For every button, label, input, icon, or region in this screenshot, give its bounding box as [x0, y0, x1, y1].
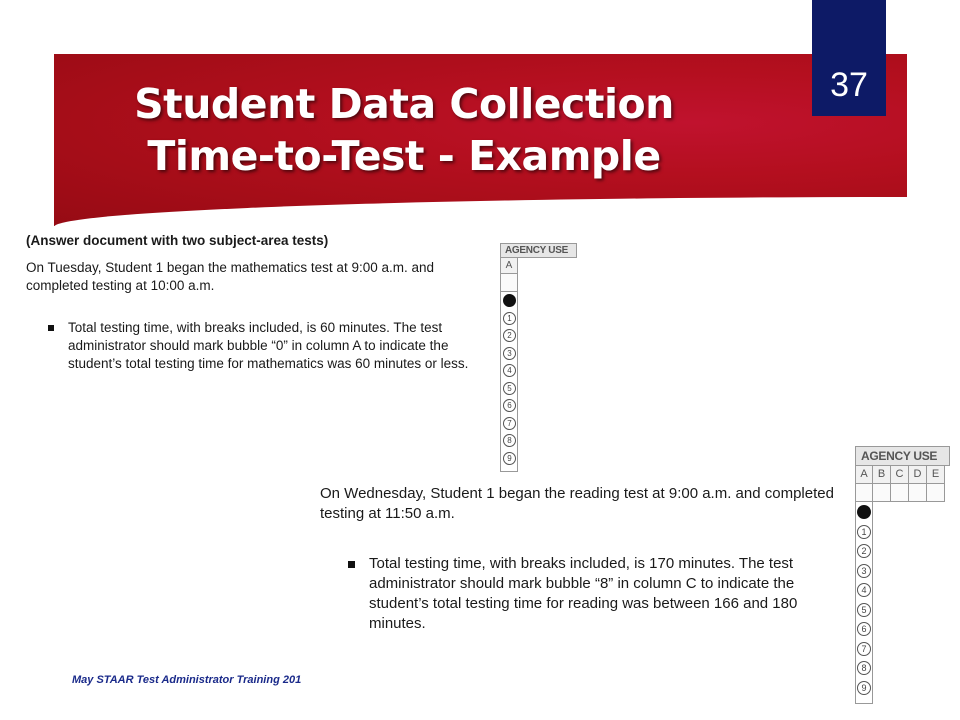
- bubble-5: 5: [857, 603, 871, 617]
- column-header: A: [855, 466, 873, 484]
- bubble-2: 2: [857, 544, 871, 558]
- column-write-box: [855, 484, 873, 502]
- bubble-1: 1: [503, 312, 516, 325]
- column-write-box: [500, 274, 518, 292]
- grid-2-column-headers: [855, 466, 950, 484]
- slide-title: [54, 78, 754, 182]
- column-header: D: [909, 466, 927, 484]
- bubble-0-marked: [857, 505, 871, 519]
- agency-use-label: AGENCY USE: [500, 243, 577, 258]
- bubble-0-marked: [503, 294, 516, 307]
- bubble-4: 4: [857, 583, 871, 597]
- column-write-box: [891, 484, 909, 502]
- bubble-5: 5: [503, 382, 516, 395]
- example-2-bullet-text: Total testing time, with breaks included, is 170 minutes. The test administrator should mark bubble “8” in column C to indicate the student’s total testing time for reading was between 166 and 180 minutes.: [369, 555, 798, 632]
- column-write-box: [927, 484, 945, 502]
- column-header: B: [873, 466, 891, 484]
- column-header: C: [891, 466, 909, 484]
- bubble-3: 3: [503, 347, 516, 360]
- example-2-bullet: [348, 554, 850, 634]
- column-header: E: [927, 466, 945, 484]
- example-2-paragraph: On Wednesday, Student 1 began the reading test at 9:00 a.m. and completed testing at 11:50 a.m.: [320, 485, 834, 522]
- slide-number: 37: [830, 66, 868, 104]
- bubble-7: 7: [503, 417, 516, 430]
- title-line-1: Student Data Collection: [134, 80, 674, 128]
- column-header: A: [500, 258, 518, 274]
- bubble-8: 8: [503, 434, 516, 447]
- bullet-square-icon: [348, 561, 355, 568]
- bubble-6: 6: [503, 399, 516, 412]
- grid-2-write-boxes: [855, 484, 950, 502]
- example-1-text: [26, 232, 496, 373]
- bubble-9: 9: [503, 452, 516, 465]
- bubble-1: 1: [857, 525, 871, 539]
- bubble-7: 7: [857, 642, 871, 656]
- example-1-bullet-text: Total testing time, with breaks included, is 60 minutes. The test administrator should mark bubble “0” in column A to indicate the student’s total testing time for mathematics was 60 minutes or less.: [68, 320, 469, 371]
- bubble-3: 3: [857, 564, 871, 578]
- bullet-square-icon: [48, 325, 54, 331]
- bubble-4: 4: [503, 364, 516, 377]
- footer-text: May STAAR Test Administrator Training 201: [72, 674, 302, 686]
- grid-1-column-a: [500, 258, 518, 472]
- column-write-box: [909, 484, 927, 502]
- bubble-column: [500, 292, 518, 472]
- column-write-box: [873, 484, 891, 502]
- agency-use-grid-1: [500, 243, 577, 472]
- bubble-2: 2: [503, 329, 516, 342]
- bubble-column: [855, 502, 873, 704]
- example-1-bullet: [48, 319, 496, 373]
- bubble-6: 6: [857, 622, 871, 636]
- example-1-heading: (Answer document with two subject-area tests): [26, 233, 329, 248]
- agency-use-label: AGENCY USE: [855, 446, 950, 466]
- bubble-8: 8: [857, 661, 871, 675]
- agency-use-grid-2: [855, 446, 950, 704]
- title-line-2: Time-to-Test - Example: [147, 132, 661, 180]
- bubble-9: 9: [857, 681, 871, 695]
- example-2-text: [320, 484, 850, 634]
- example-1-paragraph: On Tuesday, Student 1 began the mathematics test at 9:00 a.m. and completed testing at 10:00 a.m.: [26, 260, 434, 293]
